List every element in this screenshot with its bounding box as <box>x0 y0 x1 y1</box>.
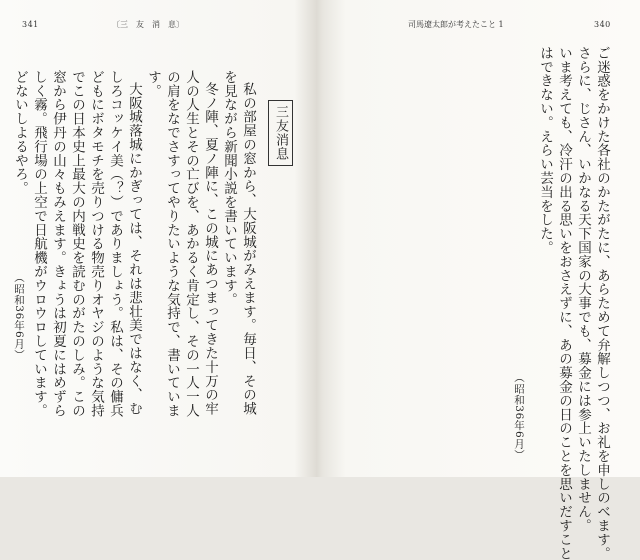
left-running-head: 〔三 友 消 息〕 <box>112 20 184 29</box>
text-line: でこの日本史上最大の内戦史を読むのがたのしみ。この <box>69 70 85 418</box>
text-line: 私の部屋の窓から、大阪城がみえます。毎日、その城 <box>240 82 256 416</box>
date-note: （昭和36年6月） <box>13 272 25 361</box>
text-line: す。 <box>145 70 161 98</box>
left-page <box>0 0 318 477</box>
text-line: どもにボタモチを売りつける物売りオヤジのような気持 <box>88 70 104 418</box>
text-line: さらに、じさん、いかなる天下国家の大事でも、募金には参上いたしません。 <box>575 46 591 533</box>
text-line: を見ながら新聞小説を書いています。 <box>221 70 237 307</box>
text-line: の肩をなでさすってやりたいような気持で、書いていま <box>164 70 180 418</box>
text-line: 冬ノ陣、夏ノ陣に、この城にあつまってきた十万の牢 <box>202 82 218 416</box>
section-title: 三友消息 <box>268 100 293 166</box>
text-line: 大阪城落城にかぎっては、それは悲壮美ではなく、む <box>126 82 142 416</box>
text-line: 人の人生とその亡びを、あかるく肯定し、その一人一人 <box>183 70 199 418</box>
text-line: しろコッケイ美（？）でありましょう。私は、その傭兵 <box>107 70 123 418</box>
right-running-head: 司馬遼太郎が考えたこと 1 <box>408 20 504 29</box>
text-line: はできない。えらい芸当をした。 <box>537 46 553 255</box>
right-page-number: 340 <box>594 20 611 29</box>
left-page-number: 341 <box>22 20 39 29</box>
text-line: 窓から伊丹の山々もみえます。きょうは初夏にはめずら <box>50 70 66 418</box>
text-line: ご迷惑をかけた各社のかたがたに、あらためて弁解しつつ、お礼を申しのべます。 <box>594 46 610 560</box>
text-line: どないしよるやろ。 <box>12 70 28 196</box>
right-page <box>322 0 640 560</box>
date-note: （昭和36年6月） <box>513 372 525 461</box>
text-line: しく霧。飛行場の上空で日航機がウロウロしています。 <box>31 70 47 418</box>
text-line: いま考えても、冷汗の出る思いをおさえずに、あの募金の日のことを思いだすこと <box>556 46 572 560</box>
